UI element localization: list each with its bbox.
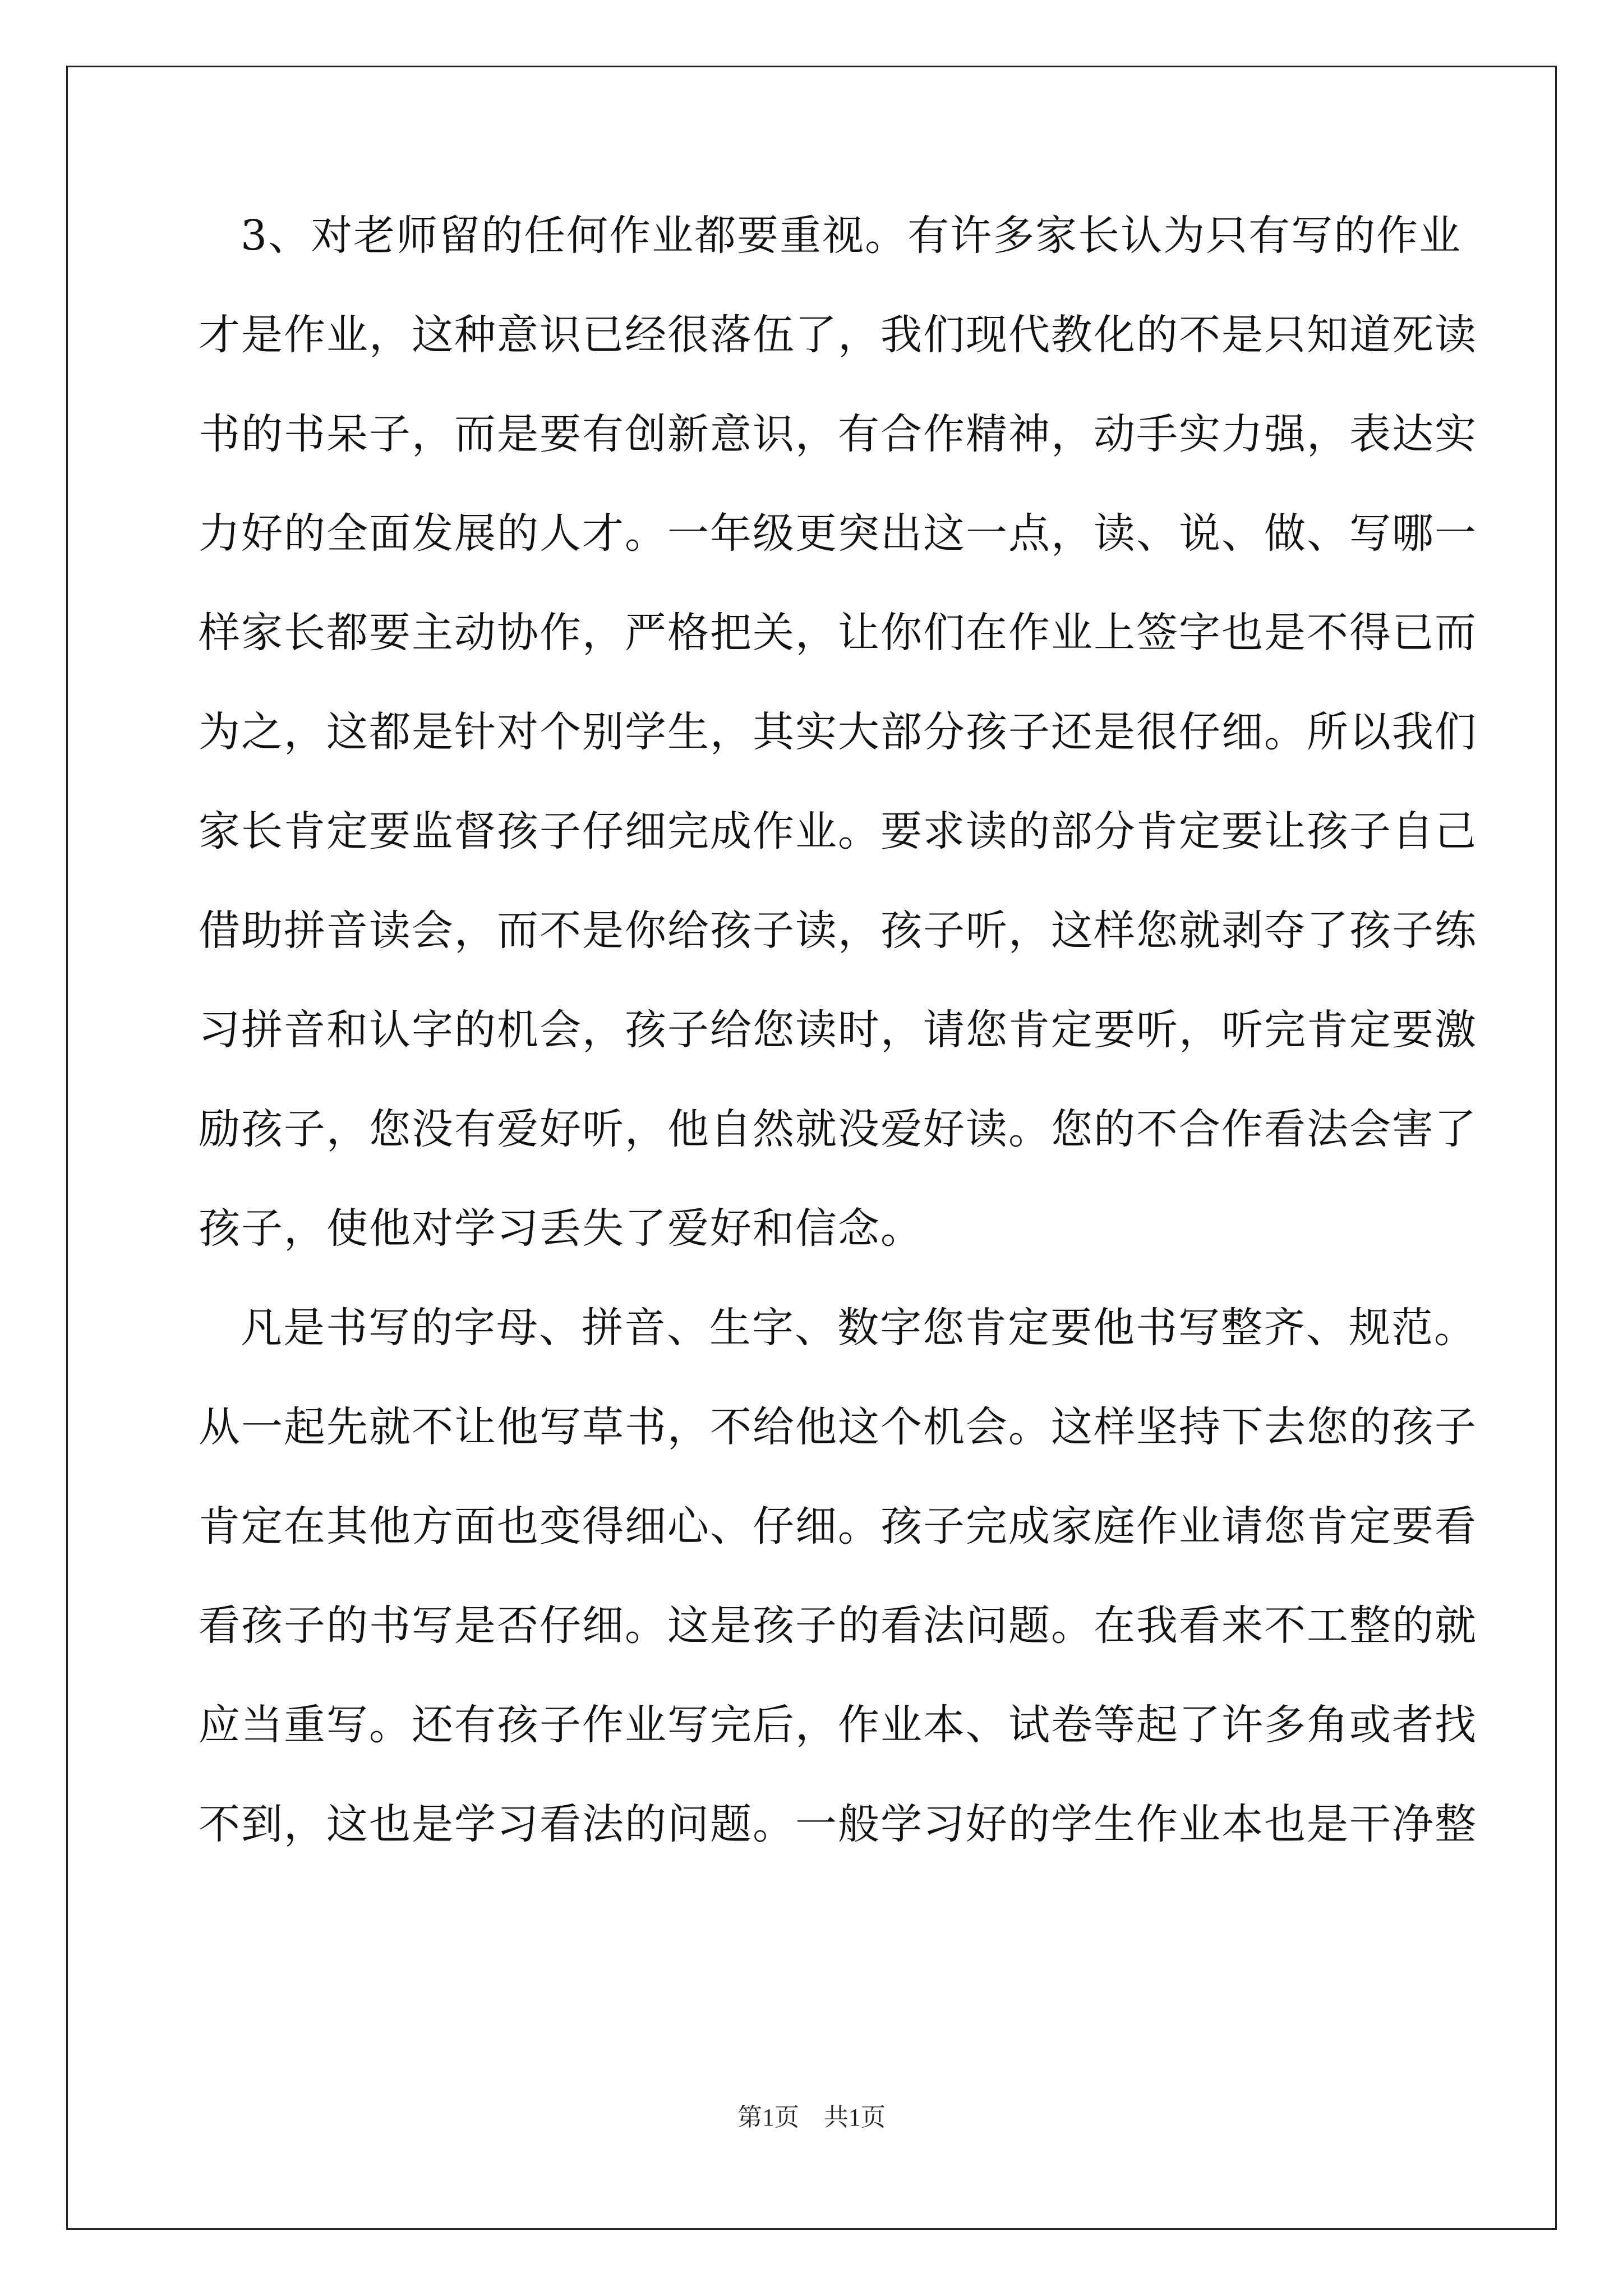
paragraph-2-line-3: 肯定在其他方面也变得细心、仔细。孩子完成家庭作业请您肯定要看	[199, 1502, 1477, 1550]
paragraph-1-line-2: 才是作业，这种意识已经很落伍了，我们现代教化的不是只知道死读	[199, 311, 1477, 359]
paragraph-2-line-5: 应当重写。还有孩子作业写完后，作业本、试卷等起了许多角或者找	[199, 1701, 1477, 1749]
paragraph-1-line-4: 力好的全面发展的人才。一年级更突出这一点，读、说、做、写哪一	[199, 509, 1477, 558]
paragraph-1-line-3: 书的书呆子，而是要有创新意识，有合作精神，动手实力强，表达实	[199, 410, 1477, 458]
paragraph-1-line-11: 孩子，使他对学习丢失了爱好和信念。	[199, 1204, 923, 1253]
paragraph-1-line-9: 习拼音和认字的机会，孩子给您读时，请您肯定要听，听完肯定要激	[199, 1006, 1477, 1054]
page-footer	[0, 2101, 1623, 2134]
page-number: 第1页	[737, 2104, 799, 2131]
paragraph-2-line-6: 不到，这也是学习看法的问题。一般学习好的学生作业本也是干净整	[199, 1800, 1477, 1848]
page-total: 共1页	[824, 2104, 886, 2131]
paragraph-1-line-10: 励孩子，您没有爱好听，他自然就没爱好读。您的不合作看法会害了	[199, 1105, 1477, 1153]
paragraph-1-line-6: 为之，这都是针对个别学生，其实大部分孩子还是很仔细。所以我们	[199, 708, 1477, 756]
paragraph-1-line-7: 家长肯定要监督孩子仔细完成作业。要求读的部分肯定要让孩子自己	[199, 807, 1477, 855]
paragraph-2-line-4: 看孩子的书写是否仔细。这是孩子的看法问题。在我看来不工整的就	[199, 1602, 1477, 1650]
paragraph-1-line-8: 借助拼音读会，而不是你给孩子读，孩子听，这样您就剥夺了孩子练	[199, 907, 1477, 955]
paragraph-2-line-2: 从一起先就不让他写草书，不给他这个机会。这样坚持下去您的孩子	[199, 1403, 1477, 1451]
paragraph-2-line-1: 凡是书写的字母、拼音、生字、数字您肯定要他书写整齐、规范。	[241, 1304, 1477, 1352]
paragraph-1-line-1: 3、对老师留的任何作业都要重视。有许多家长认为只有写的作业	[241, 211, 1462, 260]
paragraph-1-line-5: 样家长都要主动协作，严格把关，让你们在作业上签字也是不得已而	[199, 609, 1477, 657]
